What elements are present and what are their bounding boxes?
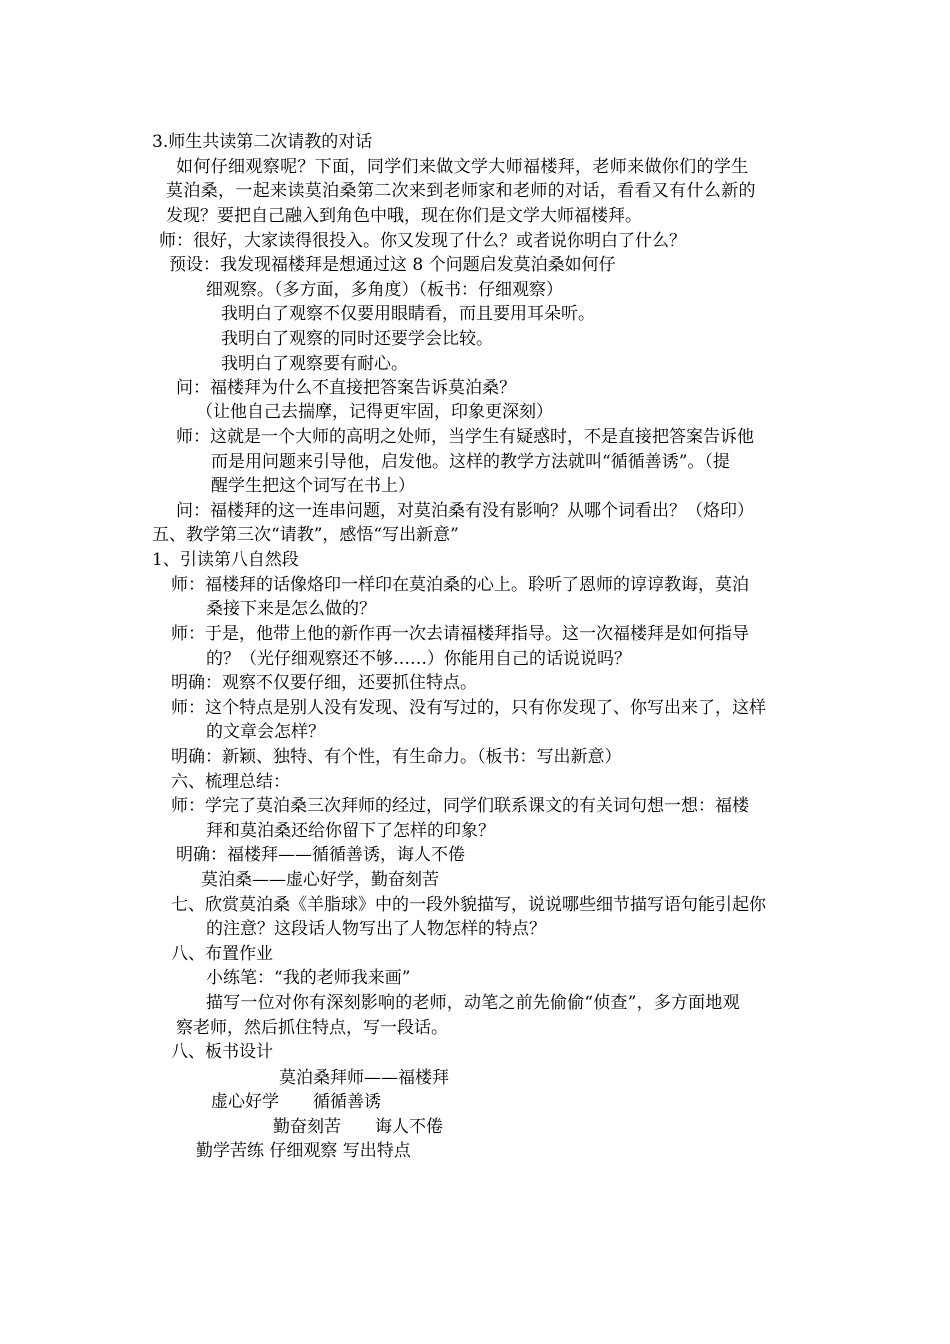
text-line: 细观察。（多方面，多角度）（板书：仔细观察）	[206, 280, 563, 300]
text-line: 我明白了观察要有耐心。	[221, 354, 408, 374]
text-line: （让他自己去揣摩，记得更牢固，印象更深刻）	[196, 402, 553, 422]
text-line: 3.师生共读第二次请教的对话	[152, 132, 373, 152]
board-line: 虚心好学 循循善诱	[211, 1092, 381, 1112]
text-line: 莫泊桑——虚心好学，勤奋刻苦	[201, 870, 439, 890]
text-line: 问：福楼拜的这一连串问题，对莫泊桑有没有影响？从哪个词看出？（烙印）	[176, 501, 754, 521]
text-line: 师：福楼拜的话像烙印一样印在莫泊桑的心上。聆听了恩师的谆谆教诲，莫泊	[171, 575, 749, 595]
text-line: 师：很好，大家读得很投入。你又发现了什么？或者说你明白了什么？	[159, 231, 686, 251]
text-line: 察老师，然后抓住特点，写一段话。	[176, 1018, 448, 1038]
text-line: 小练笔：“我的老师我来画”	[206, 968, 411, 988]
text-line: 我明白了观察不仅要用眼睛看，而且要用耳朵听。	[221, 304, 595, 324]
text-line: 描写一位对你有深刻影响的老师，动笔之前先偷偷“侦查”，多方面地观	[206, 993, 740, 1013]
text-line: 师：学完了莫泊桑三次拜师的经过，同学们联系课文的有关词句想一想：福楼	[171, 796, 749, 816]
text-line: 醒学生把这个词写在书上）	[211, 476, 415, 496]
section-heading: 五、教学第三次“请教”，感悟“写出新意”	[152, 525, 459, 545]
text-line: 明确：福楼拜——循循善诱，诲人不倦	[176, 845, 465, 865]
text-line: 师：于是，他带上他的新作再一次去请福楼拜指导。这一次福楼拜是如何指导	[171, 624, 749, 644]
board-line: 勤奋刻苦 诲人不倦	[273, 1117, 443, 1137]
section-heading: 七、欣赏莫泊桑《羊脂球》中的一段外貌描写，说说哪些细节描写语句能引起你	[171, 895, 766, 915]
text-line: 1、引读第八自然段	[152, 550, 299, 570]
board-title: 莫泊桑拜师——福楼拜	[279, 1068, 449, 1088]
text-line: 而是用问题来引导他，启发他。这样的教学方法就叫“循循善诱”。（提	[211, 452, 730, 472]
text-line: 莫泊桑，一起来读莫泊桑第二次来到老师家和老师的对话，看看又有什么新的	[166, 181, 756, 201]
board-line: 勤学苦练 仔细观察 写出特点	[196, 1141, 411, 1161]
text-line: 明确：观察不仅要仔细，还要抓住特点。	[171, 673, 477, 693]
text-line: 的文章会怎样？	[206, 722, 325, 742]
text-line: 的注意？这段话人物写出了人物怎样的特点？	[206, 919, 546, 939]
text-line: 的？（光仔细观察还不够……）你能用自己的话说说吗？	[206, 649, 631, 669]
section-heading: 八、布置作业	[171, 944, 273, 964]
text-line: 师：这个特点是别人没有发现、没有写过的，只有你发现了、你写出来了，这样	[171, 698, 766, 718]
section-heading: 八、板书设计	[171, 1042, 273, 1062]
text-line: 预设：我发现福楼拜是想通过这 8 个问题启发莫泊桑如何仔	[169, 255, 616, 275]
text-line: 问：福楼拜为什么不直接把答案告诉莫泊桑？	[176, 378, 516, 398]
text-line: 桑接下来是怎么做的？	[206, 599, 376, 619]
text-line: 如何仔细观察呢？下面，同学们来做文学大师福楼拜，老师来做你们的学生	[176, 157, 749, 177]
text-line: 发现？要把自己融入到角色中哦，现在你们是文学大师福楼拜。	[166, 206, 642, 226]
text-line: 拜和莫泊桑还给你留下了怎样的印象？	[206, 821, 495, 841]
text-line: 我明白了观察的同时还要学会比较。	[221, 329, 493, 349]
section-heading: 六、梳理总结：	[171, 772, 290, 792]
text-line: 明确：新颖、独特、有个性，有生命力。（板书：写出新意）	[171, 747, 622, 767]
text-line: 师：这就是一个大师的高明之处师，当学生有疑惑时，不是直接把答案告诉他	[176, 427, 754, 447]
